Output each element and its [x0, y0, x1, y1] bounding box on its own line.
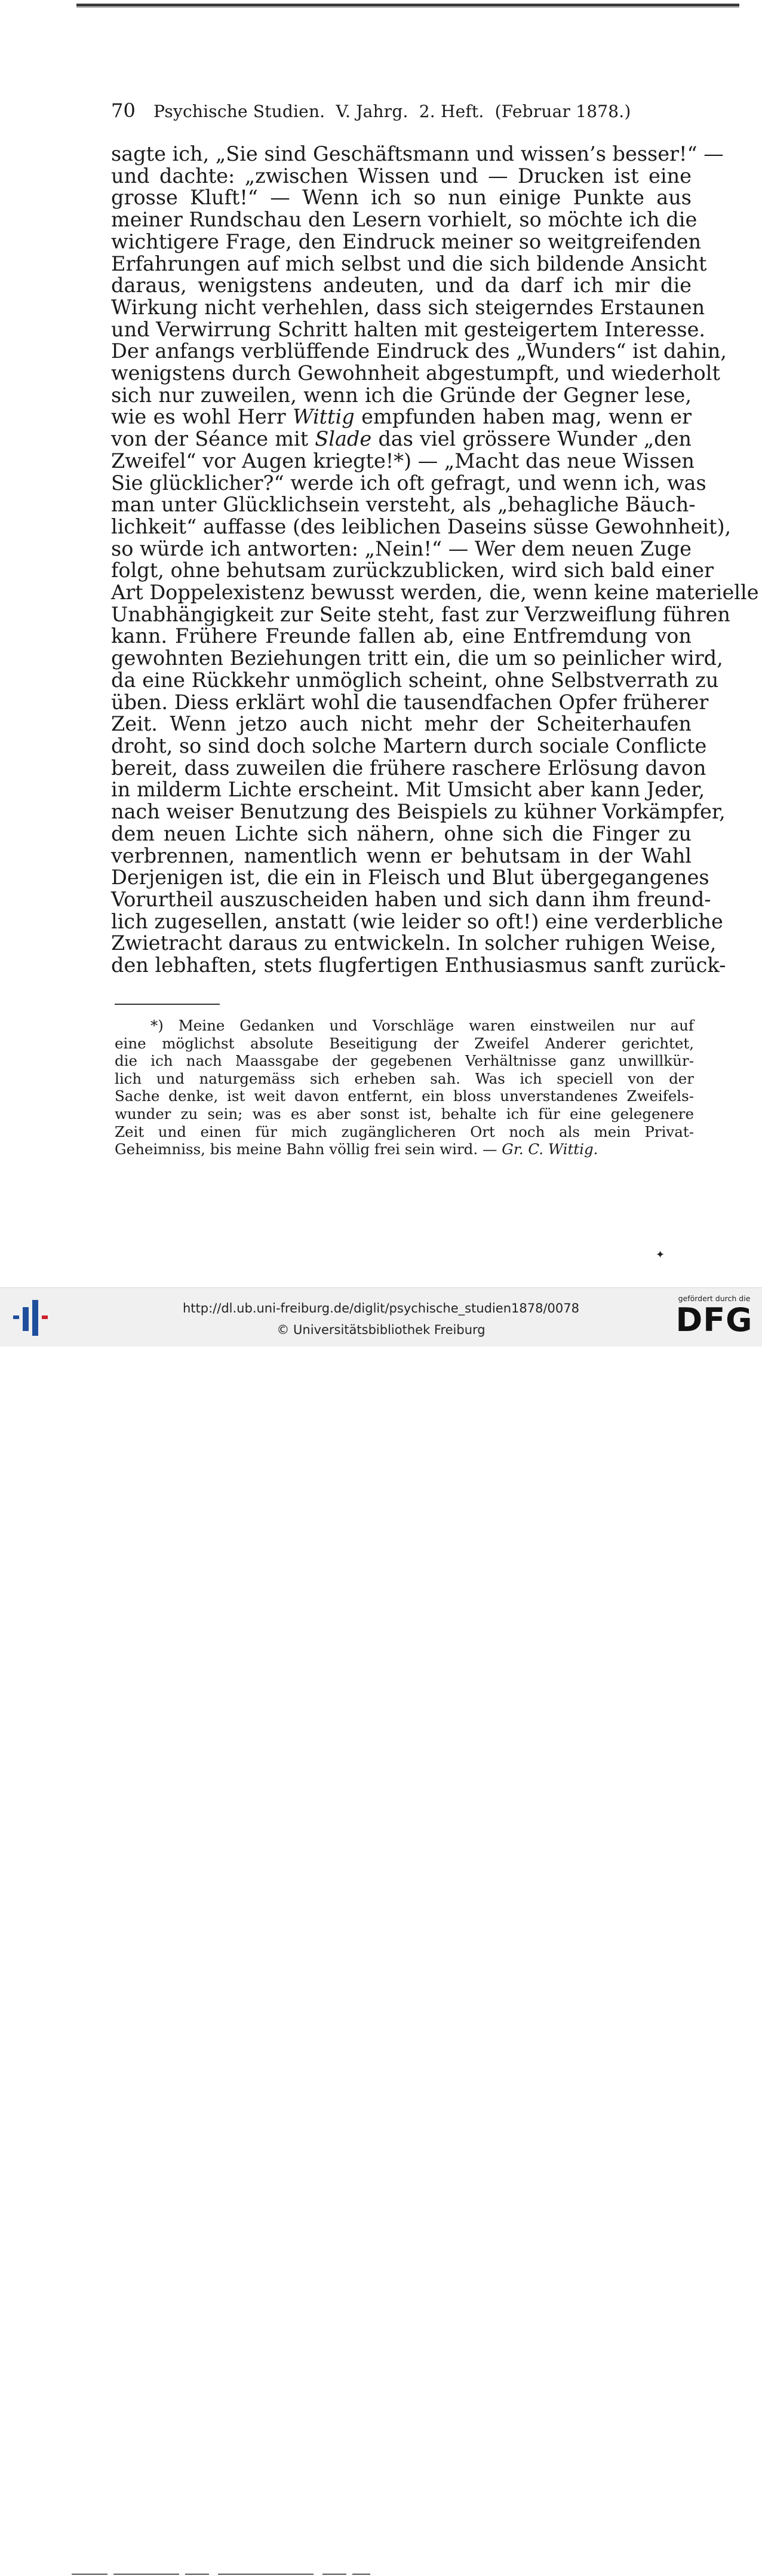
funder-logo[interactable] — [672, 1294, 756, 1342]
text-line: und dachte: „zwischen Wissen und — Drucken ist eine — [111, 164, 692, 188]
text-line: lich zugesellen, anstatt (wie leider so oft!) eine verderbliche — [111, 909, 723, 933]
text-line: folgt, ohne behutsam zurückzublicken, wird sich bald einer — [111, 559, 714, 582]
footnote-line — [115, 1087, 694, 1105]
text-line: daraus, wenigstens andeuten, und da darf ich mir die — [111, 274, 692, 298]
text-line: grosse Kluft!“ — Wenn ich so nun einige Punkte aus — [111, 186, 692, 210]
footnote-line — [115, 1017, 694, 1035]
page-number: 70 — [111, 99, 136, 122]
text-line: man unter Glücklichsein versteht, als „behagliche Bäuch- — [111, 493, 696, 517]
funder-caption: gefördert durch die — [678, 1294, 751, 1303]
text-line: Derjenigen ist, die ein in Fleisch und Blut übergegangenes — [111, 866, 709, 890]
text-line: bereit, dass zuweilen die frühere raschere Erlösung davon — [111, 756, 706, 780]
text-line: sagte ich, „Sie sind Geschäftsmann und wissen’s besser!“ — — [111, 142, 724, 165]
footnote-line — [115, 1052, 694, 1070]
text-line: kann. Frühere Freunde fallen ab, eine Entfremdung von — [111, 624, 692, 648]
footnote-line-text: die ich nach Maassgabe der gegebenen Verhältnisse ganz unwillkür- — [115, 1052, 694, 1070]
text-line: Zeit. Wenn jetzo auch nicht mehr der Scheiterhaufen — [111, 712, 692, 736]
text-line: Zweifel“ vor Augen kriegte!*) — „Macht das neue Wissen — [111, 449, 695, 473]
text-line: Zwietracht daraus zu entwickeln. In solcher ruhigen Weise, — [111, 931, 717, 955]
footnote-line — [115, 1105, 694, 1123]
italic-name: Slade — [315, 427, 372, 451]
text-line: verbrennen, namentlich wenn er behutsam in der Wahl — [111, 844, 692, 867]
footnote-signature: Gr. C. Wittig. — [502, 1140, 598, 1158]
footnote-line-text: Zeit und einen für mich zugänglicheren Ort noch als mein Privat- — [115, 1123, 694, 1140]
footnote-line-text: lich und naturgemäss sich erheben sah. Was ich speciell von der — [115, 1069, 694, 1087]
text-line: von der Séance mit Slade das viel grössere Wunder „den — [111, 427, 692, 451]
text-line: da eine Rückkehr unmöglich scheint, ohne Selbstverrath zu — [111, 668, 719, 692]
text-line: Sie glücklicher?“ werde ich oft gefragt, und wenn ich, was — [111, 471, 706, 495]
scan-speck: ✦ — [656, 1249, 665, 1261]
text-line: nach weiser Benutzung des Beispiels zu kühner Vorkämpfer, — [111, 800, 726, 824]
top-border-rule — [76, 4, 739, 7]
footnote-line-text: Sache denke, ist weit davon entfernt, ein bloss unverstandenes Zweifels- — [115, 1087, 694, 1105]
top-border-rule-thin — [76, 7, 739, 8]
text-line: Unabhängigkeit zur Seite steht, fast zur Verzweiflung führen — [111, 602, 730, 626]
footnote-line — [115, 1140, 694, 1158]
text-line: Art Doppelexistenz bewusst werden, die, wenn keine materielle — [111, 581, 759, 605]
text-line: wenigstens durch Gewohnheit abgestumpft, und wiederholt — [111, 361, 720, 385]
text-line: so würde ich antworten: „Nein!“ — Wer dem neuen Zuge — [111, 536, 692, 560]
text-line: gewohnten Beziehungen tritt ein, die um so peinlicher wird, — [111, 646, 723, 670]
text-line: in milderm Lichte erscheint. Mit Umsicht aber kann Jeder, — [111, 778, 705, 802]
text-line: Der anfangs verblüffende Eindruck des „Wunders“ ist dahin, — [111, 339, 727, 363]
text-line: wichtigere Frage, den Eindruck meiner so weitgreifenden — [111, 229, 702, 253]
text-line: Erfahrungen auf mich selbst und die sich bildende Ansicht — [111, 252, 707, 275]
dfg-logo-text: DFG — [675, 1301, 753, 1339]
text-line: dem neuen Lichte sich nähern, ohne sich die Finger zu — [111, 821, 692, 845]
footnote — [115, 1017, 694, 1158]
text-line: Vorurtheil auszuscheiden haben und sich dann ihm freund- — [111, 887, 711, 911]
text-line: lichkeit“ auffasse (des leiblichen Daseins süsse Gewohnheit), — [111, 514, 732, 538]
footnote-line — [115, 1123, 694, 1141]
italic-name: Wittig — [293, 405, 355, 429]
document-url-link[interactable]: http://dl.ub.uni-freiburg.de/diglit/psychische_studien1878/0078 — [183, 1301, 579, 1315]
text-line: üben. Diess erklärt wohl die tausendfachen Opfer früherer — [111, 690, 709, 714]
copyright-notice: © Universitätsbibliothek Freiburg — [276, 1323, 486, 1337]
main-text — [111, 142, 759, 977]
text-line: den lebhaften, stets flugfertigen Enthusiasmus sanft zurück- — [111, 953, 726, 977]
footnote-line — [115, 1035, 694, 1053]
running-title: Psychische Studien. V. Jahrg. 2. Heft. (Februar 1878.) — [153, 102, 631, 121]
footnote-line-text: wunder zu sein; was es aber sonst ist, behalte ich für eine gelegenere — [115, 1105, 694, 1123]
text-line: meiner Rundschau den Lesern vorhielt, so möchte ich die — [111, 208, 698, 232]
footnote-line — [115, 1070, 694, 1088]
text-line: sich nur zuweilen, wenn ich die Gründe der Gegner lese, — [111, 383, 692, 407]
text-line: wie es wohl Herr Wittig empfunden haben mag, wenn er — [111, 405, 692, 429]
footnote-separator — [115, 1004, 220, 1005]
text-line: droht, so sind doch solche Martern durch sociale Conflicte — [111, 734, 707, 758]
scan-edge-marks — [72, 2574, 382, 2576]
footnote-line-text: Geheimniss, bis meine Bahn völlig frei sein wird. — — [115, 1140, 497, 1158]
running-header — [111, 99, 644, 122]
text-line: Wirkung nicht verhehlen, dass sich steigerndes Erstaunen — [111, 295, 705, 319]
text-line: und Verwirrung Schritt halten mit gesteigertem Interesse. — [111, 317, 706, 341]
library-footer-bar — [0, 1287, 762, 1347]
footnote-line-text: eine möglichst absolute Beseitigung der Zweifel Anderer gerichtet, — [115, 1034, 694, 1052]
footnote-line-text: *) Meine Gedanken und Vorschläge waren einstweilen nur auf — [150, 1017, 694, 1034]
